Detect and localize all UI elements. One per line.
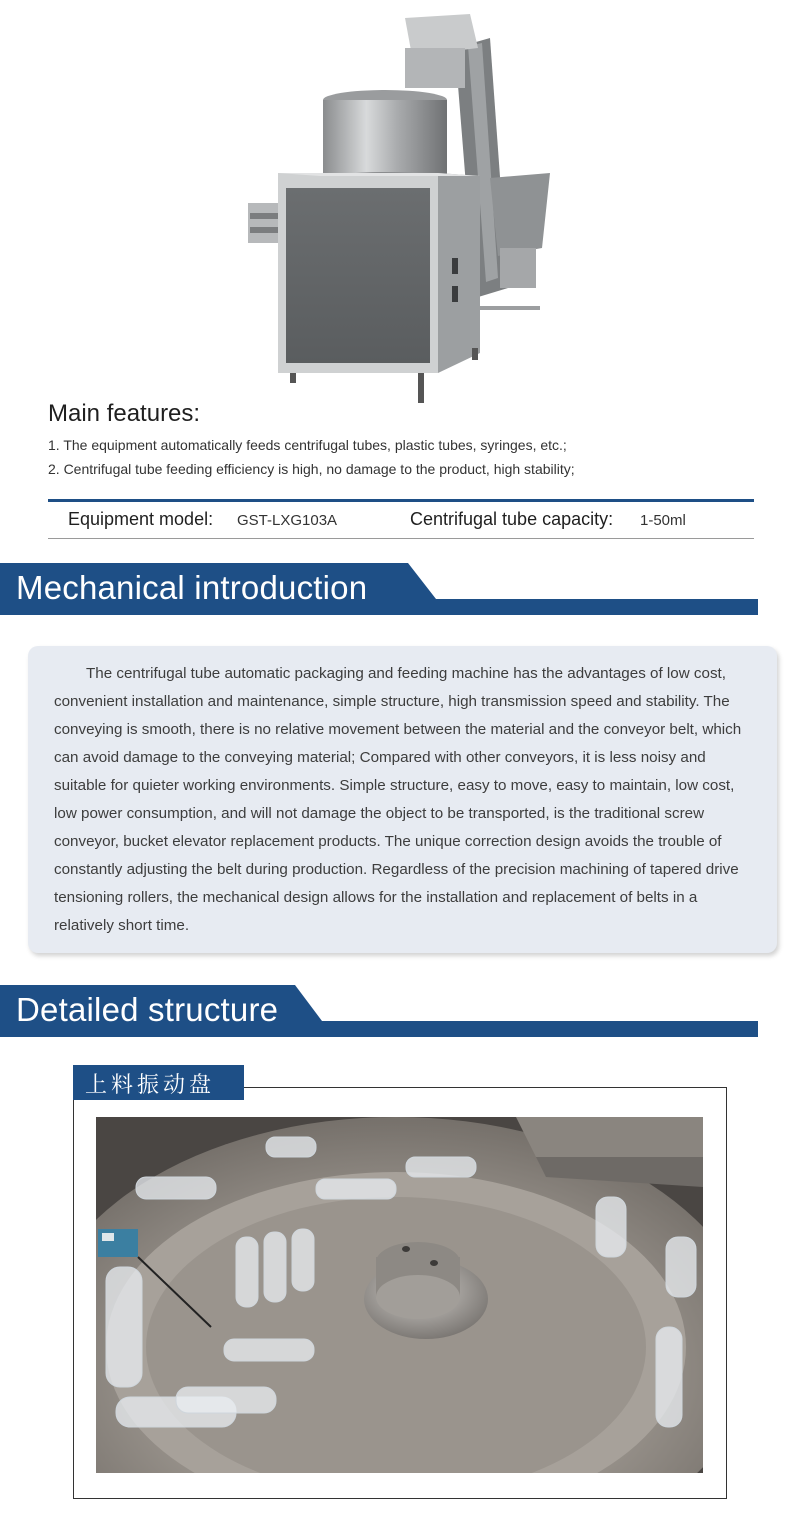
feature-item: 1. The equipment automatically feeds centrifugal tubes, plastic tubes, syringes, etc.; <box>48 437 567 453</box>
detailed-banner <box>0 985 800 1041</box>
mechanical-title: Mechanical introduction <box>16 569 368 606</box>
intro-card <box>28 646 777 953</box>
machine-photo <box>240 8 570 408</box>
spec-top-rule <box>48 499 754 502</box>
vibratory-bowl-photo-icon <box>96 1117 703 1473</box>
capacity-label: Centrifugal tube capacity: <box>410 509 614 529</box>
intro-text: The centrifugal tube automatic packaging and feeding machine has the advantages of low cost, convenient installation and maintenance, simple structure, high transmission speed and stability. The conveying is smooth, there is no relative movement between the material and the conveyor belt, which can avoid damage to the conveying material; Compared with other conveyors, it is less noisy and suitable for quieter working environments. Simple structure, easy to move, easy to maintain, low cost, low power consumption, and will not damage the object to be transported, is the traditional screw conveyor, bucket elevator replacement products. The unique correction design avoids the trouble of constantly adjusting the belt during production. Regardless of the precision machining of tapered drive tensioning rollers, the mechanical design allows for the installation and replacement of belts in a relatively short time. <box>54 665 742 934</box>
detailed-title: Detailed structure <box>16 991 279 1028</box>
model-value: GST-LXG103A <box>237 512 338 529</box>
feature-item: 2. Centrifugal tube feeding efficiency is high, no damage to the product, high stability; <box>48 461 575 477</box>
detail-tab-label: 上料振动盘 <box>73 1065 244 1100</box>
vibratory-bowl-photo <box>96 1117 703 1473</box>
conveyor-machine-photo-icon <box>240 8 570 408</box>
model-label: Equipment model: <box>68 509 214 529</box>
features-title: Main features: <box>48 400 201 427</box>
capacity-value: 1-50ml <box>640 512 686 529</box>
spec-bottom-rule <box>48 538 754 539</box>
mechanical-banner <box>0 563 800 619</box>
